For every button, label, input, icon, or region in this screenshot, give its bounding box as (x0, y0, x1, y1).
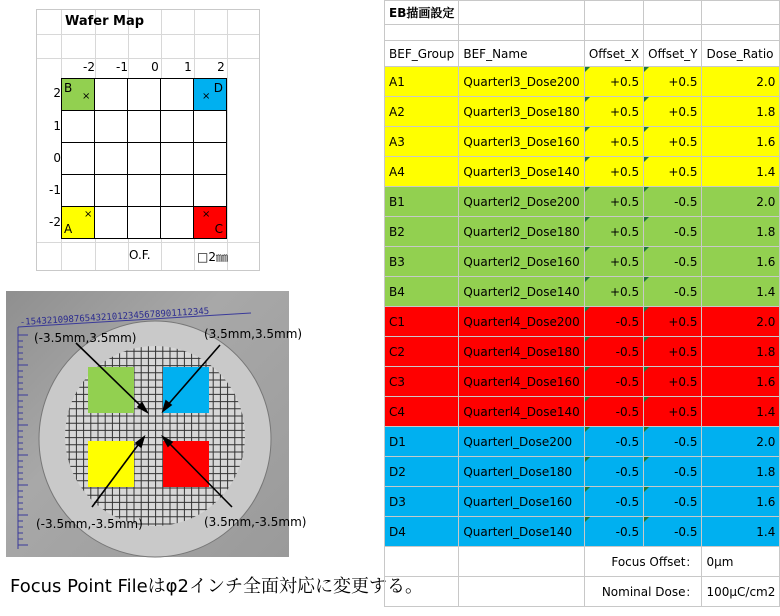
cell-comment-marker (585, 397, 590, 402)
offset-x-cell: +0.5 (584, 187, 643, 217)
offset-y-cell: +0.5 (644, 97, 702, 127)
quadrant-c-square (163, 441, 209, 487)
cell-comment-marker (644, 247, 649, 252)
wafer-photo (6, 291, 307, 557)
dose-ratio-cell: 1.6 (702, 247, 780, 277)
cell-comment-marker (585, 247, 590, 252)
die-label: A (64, 222, 73, 236)
offset-x-cell: -0.5 (584, 517, 643, 547)
group-cell: C1 (385, 307, 459, 337)
offset-y-cell: -0.5 (644, 247, 702, 277)
cell-comment-marker (585, 517, 590, 522)
header-cell: BEF_Name (459, 41, 584, 67)
dose-ratio-cell: 1.8 (702, 457, 780, 487)
offset-x-cell: +0.5 (584, 127, 643, 157)
header-row (385, 41, 780, 67)
name-cell: Quarterl_Dose180 (459, 457, 584, 487)
offset-x-cell: -0.5 (584, 307, 643, 337)
eb-settings-table (384, 0, 780, 607)
group-cell: D1 (385, 427, 459, 457)
wafer-die (94, 174, 128, 207)
offset-x-cell: +0.5 (584, 247, 643, 277)
offset-x-cell: -0.5 (584, 397, 643, 427)
group-cell: C2 (385, 337, 459, 367)
wafer-die (94, 142, 128, 175)
table-row (385, 307, 780, 337)
x-tick-label: 2 (217, 60, 225, 74)
cell-comment-marker (644, 277, 649, 282)
orientation-flat-label: O.F. (129, 248, 151, 262)
name-cell: Quarterl2_Dose200 (459, 187, 584, 217)
wafer-die (127, 78, 161, 111)
wafer-die (61, 142, 95, 175)
dose-ratio-cell: 1.6 (702, 487, 780, 517)
offset-y-cell: -0.5 (644, 217, 702, 247)
dose-ratio-cell: 2.0 (702, 187, 780, 217)
table-row (385, 277, 780, 307)
y-tick-label: 2 (53, 86, 61, 100)
cell-comment-marker (585, 367, 590, 372)
table-row (385, 397, 780, 427)
ruler-text: -1543210987654321012345678901112345 (19, 306, 210, 328)
focus-offset-row (385, 547, 780, 577)
offset-y-cell: +0.5 (644, 157, 702, 187)
grid-line (37, 34, 259, 35)
coord-label-top-right: (3.5mm,3.5mm) (204, 327, 303, 341)
offset-x-cell: +0.5 (584, 97, 643, 127)
offset-x-cell: -0.5 (584, 367, 643, 397)
offset-x-cell: +0.5 (584, 217, 643, 247)
name-cell: Quarterl2_Dose140 (459, 277, 584, 307)
table-title: EB描画設定 (385, 1, 459, 25)
table-row (385, 67, 780, 97)
wafer-die (127, 142, 161, 175)
die-label: C (214, 222, 223, 236)
table-row (385, 127, 780, 157)
x-tick-label: 1 (184, 60, 192, 74)
cell-comment-marker (644, 157, 649, 162)
dose-ratio-cell: 1.8 (702, 337, 780, 367)
grid-line (227, 10, 228, 270)
wafer-die (127, 174, 161, 207)
wafer-die (127, 110, 161, 143)
wafer-die (160, 174, 194, 207)
die-center-mark: × (84, 209, 93, 220)
cell-comment-marker (644, 67, 649, 72)
dose-ratio-cell: 1.6 (702, 127, 780, 157)
name-cell: Quarterl2_Dose160 (459, 247, 584, 277)
offset-x-cell: -0.5 (584, 457, 643, 487)
cell-comment-marker (644, 217, 649, 222)
offset-y-cell: +0.5 (644, 127, 702, 157)
offset-y-cell: +0.5 (644, 337, 702, 367)
wafer-die (160, 110, 194, 143)
cell-comment-marker (644, 187, 649, 192)
table-row (385, 427, 780, 457)
coord-label-bottom-right: (3.5mm,-3.5mm) (204, 515, 307, 529)
offset-y-cell: -0.5 (644, 427, 702, 457)
wafer-die (61, 110, 95, 143)
offset-x-cell: -0.5 (584, 487, 643, 517)
header-cell: Offset_Y (644, 41, 702, 67)
grid-line (37, 58, 259, 59)
die-center-mark: × (82, 91, 91, 102)
nominal-dose-row (385, 577, 780, 607)
group-cell: C3 (385, 367, 459, 397)
name-cell: Quarterl_Dose160 (459, 487, 584, 517)
offset-y-cell: -0.5 (644, 277, 702, 307)
header-cell: Offset_X (584, 41, 643, 67)
group-cell: D2 (385, 457, 459, 487)
cell-comment-marker (585, 337, 590, 342)
dose-ratio-cell: 2.0 (702, 427, 780, 457)
group-cell: B1 (385, 187, 459, 217)
y-tick-label: -2 (49, 215, 61, 229)
cell-comment-marker (644, 487, 649, 492)
die-center-mark: × (202, 209, 211, 220)
wafer-die (193, 78, 227, 111)
cell-comment-marker (644, 427, 649, 432)
name-cell: Quarterl4_Dose200 (459, 307, 584, 337)
coord-label-bottom-left: (-3.5mm,-3.5mm) (36, 517, 143, 531)
dose-ratio-cell: 1.4 (702, 157, 780, 187)
cell-comment-marker (585, 217, 590, 222)
wafer-map-panel (36, 9, 260, 271)
offset-x-cell: +0.5 (584, 277, 643, 307)
offset-y-cell: +0.5 (644, 307, 702, 337)
group-cell: B2 (385, 217, 459, 247)
cell-comment-marker (644, 397, 649, 402)
dose-ratio-cell: 2.0 (702, 67, 780, 97)
cell-comment-marker (585, 127, 590, 132)
table-row (385, 457, 780, 487)
wafer-die (193, 142, 227, 175)
wafer-die (61, 206, 95, 239)
table-title-row (385, 1, 780, 25)
x-tick-label: 0 (151, 60, 159, 74)
cell-comment-marker (644, 127, 649, 132)
group-cell: A2 (385, 97, 459, 127)
offset-y-cell: -0.5 (644, 487, 702, 517)
wafer-die (160, 142, 194, 175)
group-cell: B4 (385, 277, 459, 307)
cell-comment-marker (585, 157, 590, 162)
caption-text: Focus Point Fileはφ2インチ全面対応に変更する。 (10, 576, 423, 597)
table-row (385, 487, 780, 517)
offset-x-cell: +0.5 (584, 67, 643, 97)
name-cell: Quarterl4_Dose140 (459, 397, 584, 427)
die-label: B (64, 81, 73, 95)
name-cell: Quarterl4_Dose180 (459, 337, 584, 367)
scale-label: □2㎜ (197, 250, 228, 264)
group-cell: D4 (385, 517, 459, 547)
cell-comment-marker (585, 277, 590, 282)
offset-y-cell: -0.5 (644, 457, 702, 487)
dose-ratio-cell: 1.4 (702, 277, 780, 307)
offset-x-cell: +0.5 (584, 157, 643, 187)
group-cell: A1 (385, 67, 459, 97)
dose-ratio-cell: 1.4 (702, 397, 780, 427)
table-row (385, 187, 780, 217)
y-tick-label: -1 (49, 183, 61, 197)
header-cell: Dose_Ratio (702, 41, 780, 67)
grid-line (37, 242, 259, 243)
wafer-die (94, 206, 128, 239)
dose-ratio-cell: 1.6 (702, 367, 780, 397)
x-tick-label: -2 (83, 60, 95, 74)
cell-comment-marker (644, 457, 649, 462)
table-row (385, 517, 780, 547)
offset-y-cell: +0.5 (644, 367, 702, 397)
dose-ratio-cell: 1.8 (702, 97, 780, 127)
table-row (385, 337, 780, 367)
table-row (385, 217, 780, 247)
group-cell: C4 (385, 397, 459, 427)
table-row (385, 367, 780, 397)
cell-comment-marker (585, 187, 590, 192)
name-cell: Quarterl3_Dose200 (459, 67, 584, 97)
y-tick-label: 0 (53, 151, 61, 165)
table-row (385, 97, 780, 127)
wafer-die (193, 110, 227, 143)
offset-y-cell: +0.5 (644, 397, 702, 427)
name-cell: Quarterl3_Dose140 (459, 157, 584, 187)
cell-comment-marker (644, 97, 649, 102)
offset-x-cell: -0.5 (584, 427, 643, 457)
offset-x-cell: -0.5 (584, 337, 643, 367)
cell-comment-marker (585, 67, 590, 72)
dose-ratio-cell: 2.0 (702, 307, 780, 337)
cell-comment-marker (585, 427, 590, 432)
table-row (385, 157, 780, 187)
die-center-mark: × (202, 91, 211, 102)
wafer-die (160, 206, 194, 239)
wafer-die (61, 174, 95, 207)
name-cell: Quarterl_Dose200 (459, 427, 584, 457)
group-cell: D3 (385, 487, 459, 517)
header-cell: BEF_Group (385, 41, 459, 67)
name-cell: Quarterl4_Dose160 (459, 367, 584, 397)
offset-y-cell: +0.5 (644, 67, 702, 97)
offset-y-cell: -0.5 (644, 187, 702, 217)
quadrant-b-square (88, 367, 134, 413)
name-cell: Quarterl3_Dose160 (459, 127, 584, 157)
cell-comment-marker (644, 367, 649, 372)
cell-comment-marker (585, 487, 590, 492)
wafer-map-title: Wafer Map (65, 14, 145, 29)
x-tick-label: -1 (116, 60, 128, 74)
name-cell: Quarterl3_Dose180 (459, 97, 584, 127)
dose-ratio-cell: 1.4 (702, 517, 780, 547)
y-tick-label: 1 (53, 119, 61, 133)
cell-comment-marker (585, 457, 590, 462)
die-label: D (213, 81, 223, 95)
group-cell: A3 (385, 127, 459, 157)
offset-y-cell: -0.5 (644, 517, 702, 547)
wafer-die (193, 174, 227, 207)
cell-comment-marker (644, 307, 649, 312)
name-cell: Quarterl_Dose140 (459, 517, 584, 547)
table-row (385, 247, 780, 277)
wafer-die (193, 206, 227, 239)
wafer-die (94, 78, 128, 111)
blank-row (385, 25, 780, 41)
nominal-dose-value: 100μC/cm2 (702, 577, 780, 607)
wafer-die (94, 110, 128, 143)
nominal-dose-label: Nominal Dose： (584, 577, 702, 607)
coord-label-top-left: (-3.5mm,3.5mm) (34, 331, 137, 345)
cell-comment-marker (585, 307, 590, 312)
group-cell: A4 (385, 157, 459, 187)
dose-ratio-cell: 1.8 (702, 217, 780, 247)
cell-comment-marker (644, 337, 649, 342)
wafer-die (127, 206, 161, 239)
name-cell: Quarterl2_Dose180 (459, 217, 584, 247)
focus-offset-label: Focus Offset： (584, 547, 702, 577)
wafer-die (61, 78, 95, 111)
cell-comment-marker (585, 97, 590, 102)
cell-comment-marker (644, 517, 649, 522)
wafer-die (160, 78, 194, 111)
focus-offset-value: 0μm (702, 547, 780, 577)
group-cell: B3 (385, 247, 459, 277)
